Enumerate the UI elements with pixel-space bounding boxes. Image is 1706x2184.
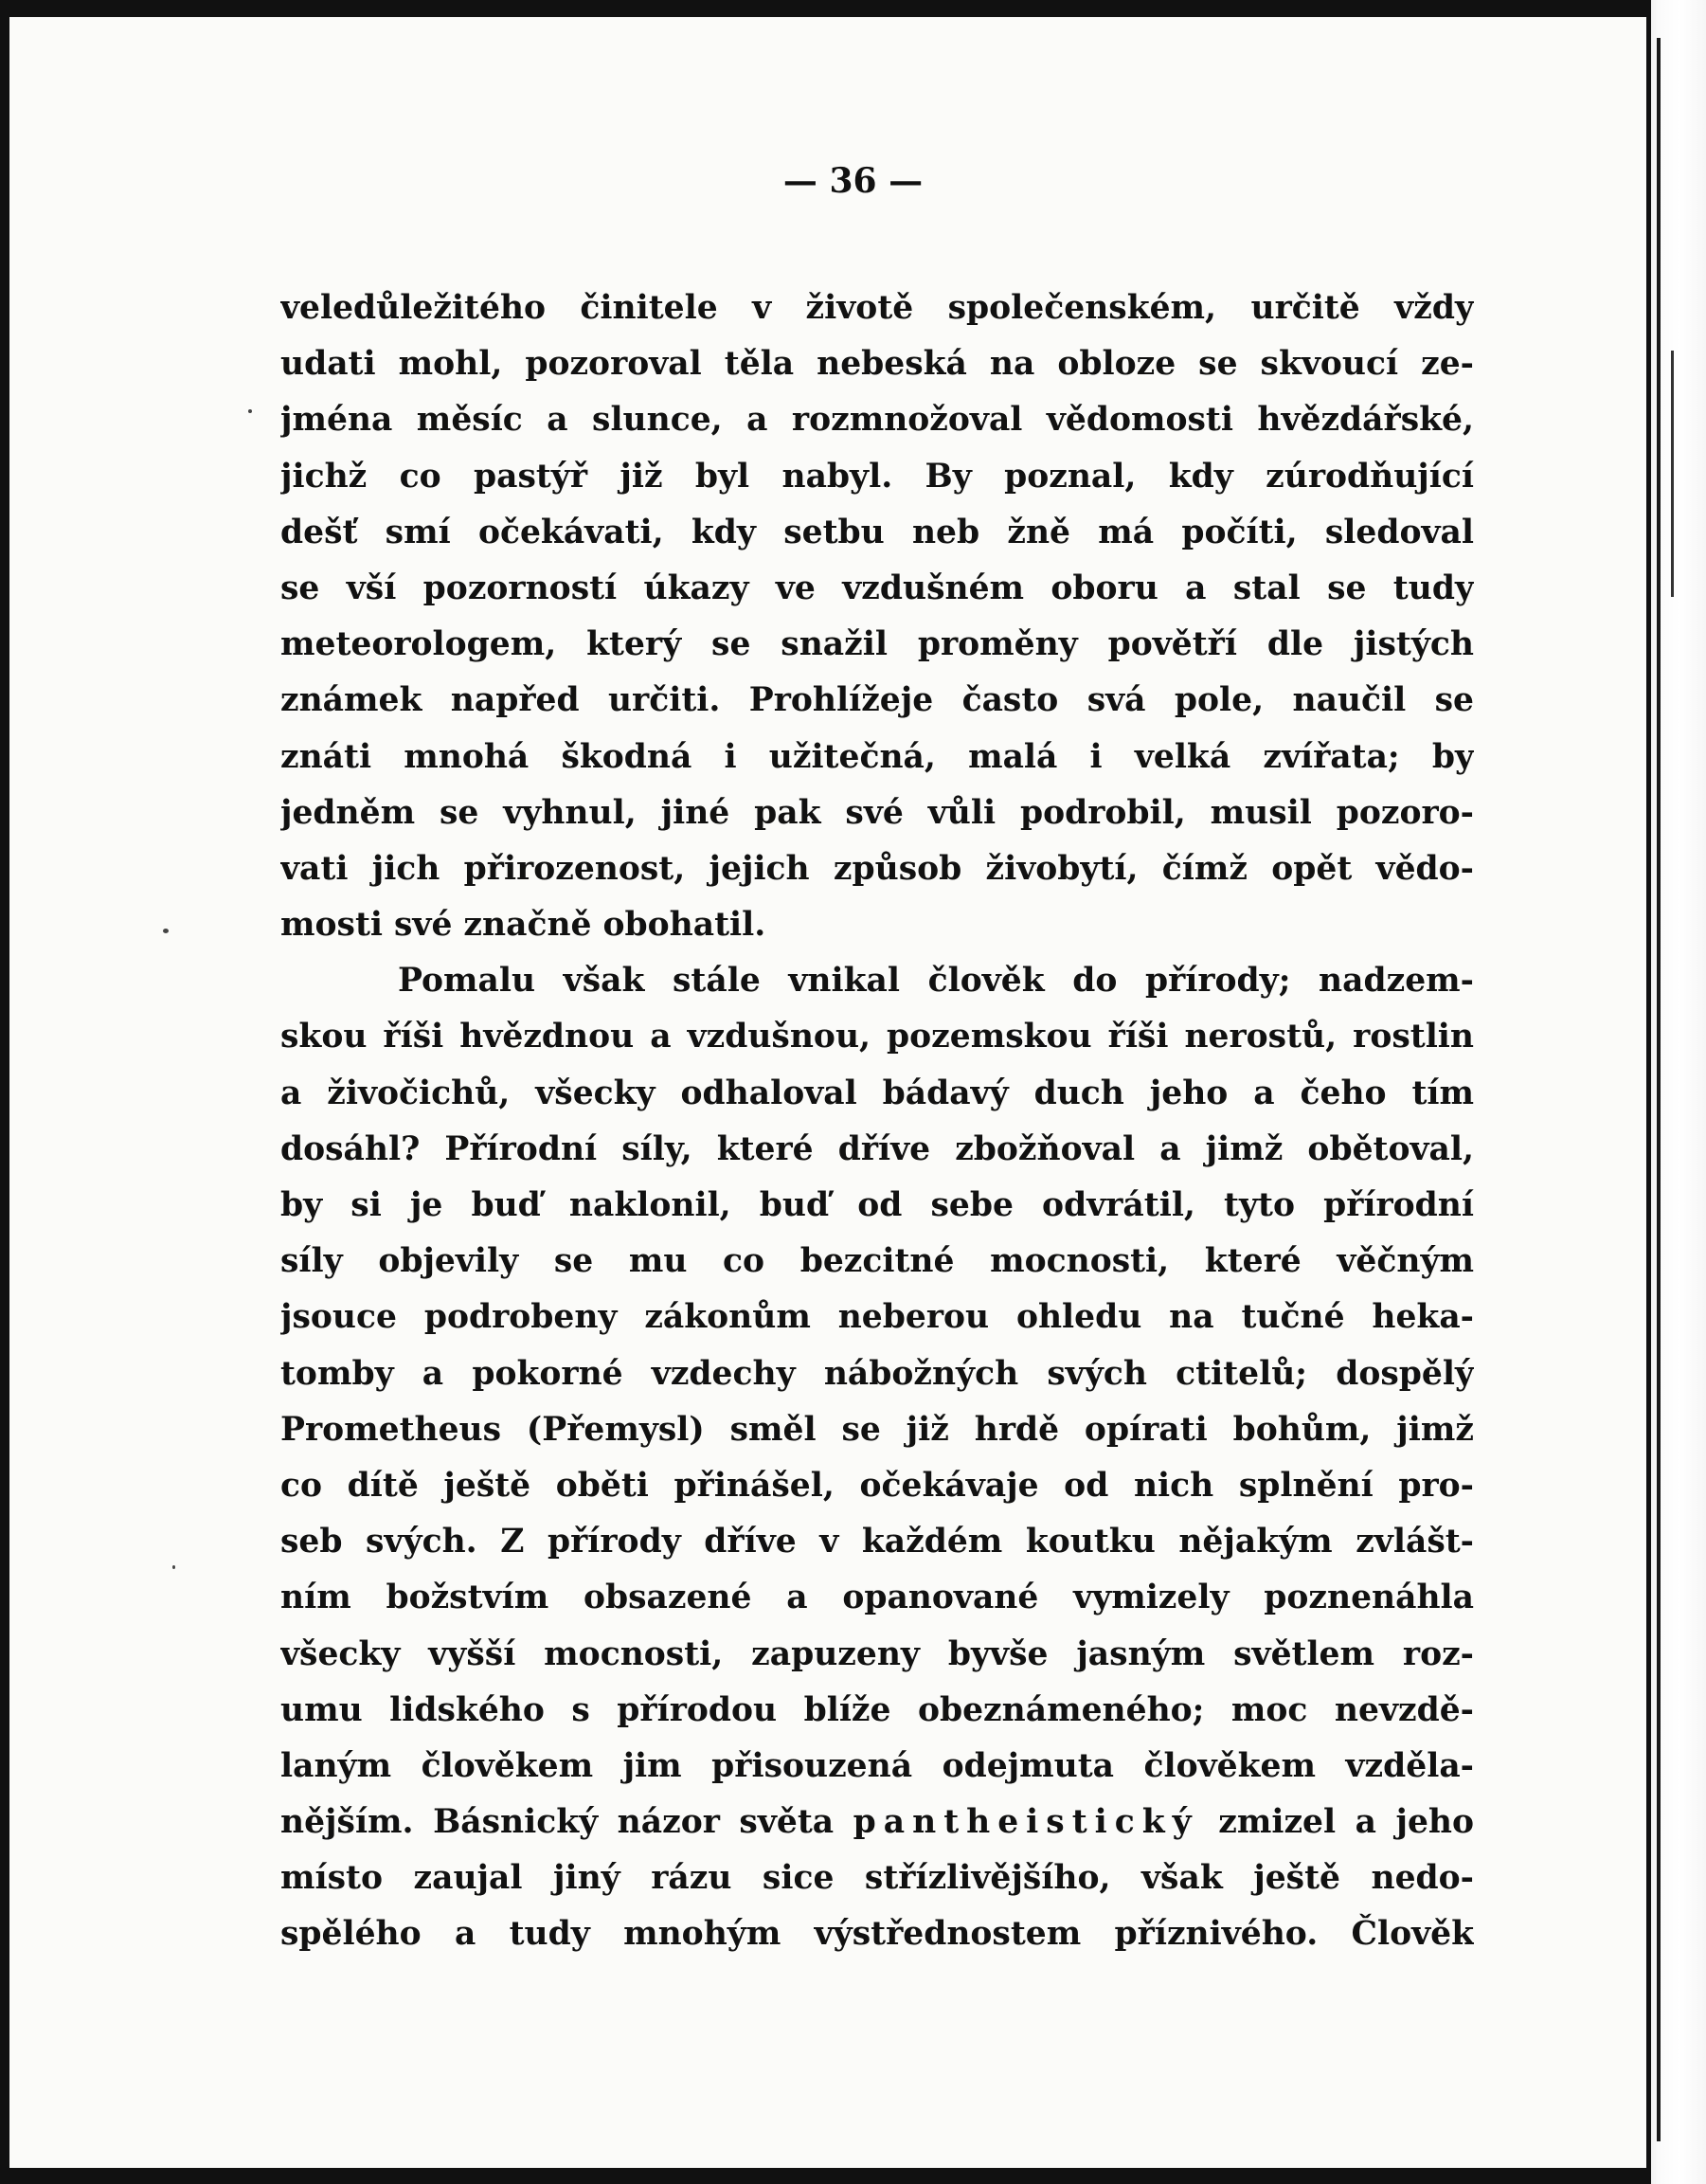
text-line: vati jich přirozenost, jejich způsob živobytí, čímž opět vědo- (280, 849, 1474, 888)
emphasized-word: pantheistický (853, 1803, 1199, 1842)
text-line: veledůležitého činitele v životě společenském, určitě vždy (280, 289, 1474, 327)
page-number: — 36 — (782, 161, 924, 201)
text-line: tomby a pokorné vzdechy nábožných svých ctitelů; dospělý (280, 1354, 1474, 1393)
text-line: Pomalu však stále vnikal člověk do přírody; nadzem- (398, 962, 1474, 1001)
text-line: všecky vyšší mocnosti, zapuzeny byvše jasným světlem roz- (280, 1634, 1474, 1673)
text-line: co dítě ještě oběti přinášel, očekávaje od nich splnění pro- (280, 1466, 1474, 1505)
text-line: meteorologem, který se snažil proměny povětří dle jistých (280, 625, 1474, 664)
text-line: mosti své značně obohatil. (280, 906, 766, 945)
text-line: síly objevily se mu co bezcitné mocnosti, které věčným (280, 1242, 1474, 1281)
text-line: ním božstvím obsazené a opanované vymizely poznenáhla (280, 1579, 1474, 1617)
text-line: by si je buď naklonil, buď od sebe odvrátil, tyto přírodní (280, 1186, 1474, 1224)
text-line: udati mohl, pozoroval těla nebeská na obloze se skvoucí ze- (280, 345, 1474, 384)
text-line (280, 1795, 1474, 1850)
text-line: a živočichů, všecky odhaloval bádavý duch jeho a čeho tím (280, 1074, 1474, 1112)
text-line: se vší pozorností úkazy ve vzdušném oboru a stal se tudy (280, 569, 1474, 607)
text-line: umu lidského s přírodou blíže obeznámeného; moc nevzdě- (280, 1690, 1474, 1729)
text-line: laným člověkem jim přisouzená odejmuta člověkem vzděla- (280, 1746, 1474, 1785)
scan-speck (248, 409, 252, 413)
text-run: zmizel a jeho (1198, 1803, 1474, 1842)
text-line: jichž co pastýř již byl nabyl. By poznal, kdy zúrodňující (280, 457, 1474, 496)
body-text (280, 280, 1474, 1963)
scan-speck (172, 1565, 175, 1569)
text-line: jedněm se vyhnul, jiné pak své vůli podrobil, musil pozoro- (280, 793, 1474, 832)
text-line: místo zaujal jiný rázu sice střízlivějšího, však ještě nedo- (280, 1859, 1474, 1898)
text-line: jména měsíc a slunce, a rozmnožoval vědomosti hvězdářské, (280, 401, 1474, 440)
text-line: znáti mnohá škodná i užitečná, malá i velká zvířata; by (280, 737, 1474, 776)
text-line: dešť smí očekávati, kdy setbu neb žně má počíti, sledoval (280, 513, 1474, 551)
binding-edge-line (1657, 38, 1661, 2141)
text-run: nějším. Básnický názor světa (280, 1803, 853, 1842)
binding-edge-shadow (1671, 351, 1674, 597)
text-line: dosáhl? Přírodní síly, které dříve zbožňoval a jimž obětoval, (280, 1129, 1474, 1168)
text-line: skou říši hvězdnou a vzdušnou, pozemskou říši nerostů, rostlin (280, 1018, 1474, 1056)
text-line: jsouce podrobeny zákonům neberou ohledu na tučné heka- (280, 1298, 1474, 1337)
text-line: známek napřed určiti. Prohlížeje často svá pole, naučil se (280, 681, 1474, 720)
text-line: Prometheus (Přemysl) směl se již hrdě opírati bohům, jimž (280, 1410, 1474, 1449)
scan-speck (163, 929, 169, 933)
text-line: seb svých. Z přírody dříve v každém koutku nějakým zvlášt- (280, 1523, 1474, 1561)
text-line: spělého a tudy mnohým výstřednostem příznivého. Člověk (280, 1915, 1474, 1954)
